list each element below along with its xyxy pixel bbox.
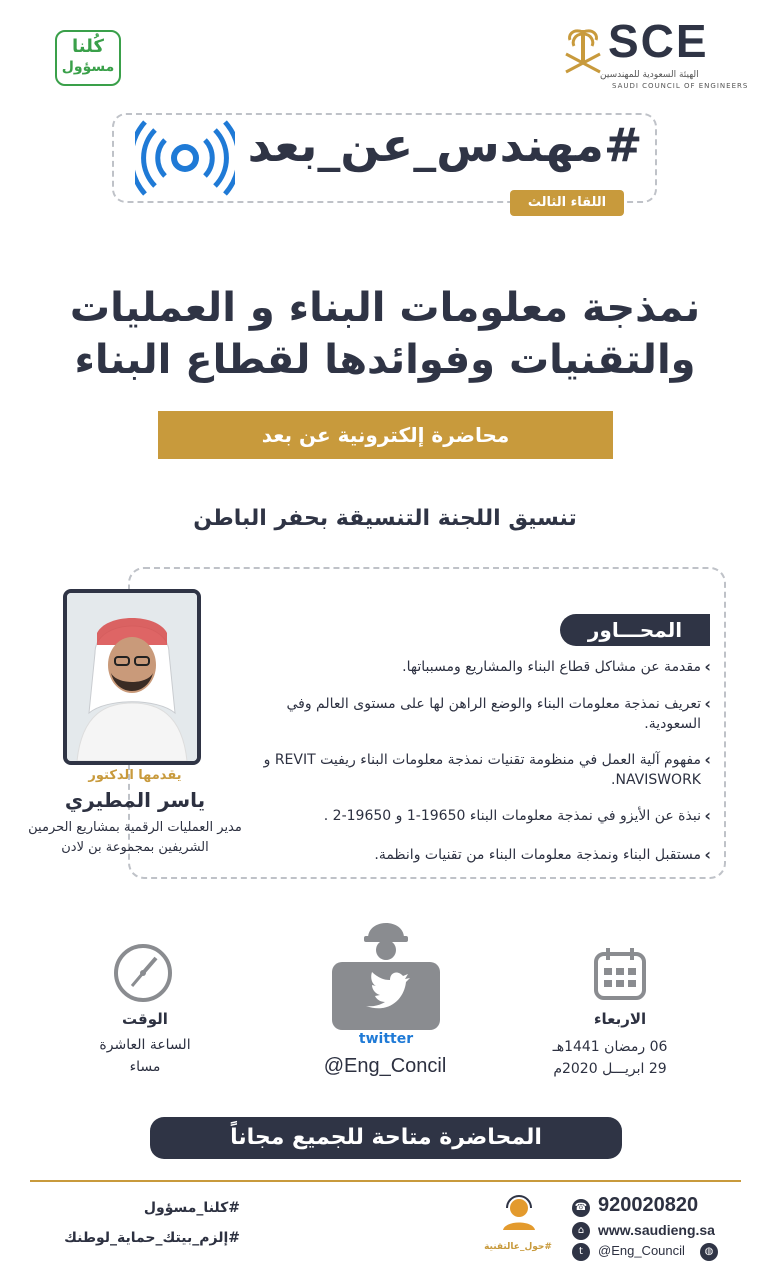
coordination-text: تنسيق اللجنة التنسيقة بحفر الباطن: [193, 506, 577, 531]
kulna-masool-logo: [55, 30, 121, 86]
sce-subtitle-ar: الهيئة السعودية للمهندسين: [600, 70, 699, 80]
broadcast-icon: [135, 120, 235, 196]
time-value: الساعة العاشرة: [99, 1037, 191, 1053]
presenter-photo: [63, 589, 201, 765]
twitter-handle[interactable]: @Eng_Concil: [323, 1055, 447, 1077]
topics-heading: المحـــاور: [560, 614, 710, 646]
support-agent-icon: [497, 1194, 541, 1230]
time-label: الوقت: [122, 1010, 168, 1028]
topic-item: تعريف نمذجة معلومات البناء والوضع الراهن لها على مستوى العالم وفي السعودية.: [286, 696, 701, 732]
footer-twitter-handle[interactable]: @Eng_Council: [598, 1243, 685, 1258]
footer-hashtag-1[interactable]: #كلنا_مسؤول: [143, 1200, 240, 1216]
footer-website[interactable]: www.saudieng.sa: [598, 1222, 715, 1238]
chevron-left-icon: ‹: [704, 845, 711, 864]
topic-item: مستقبل البناء ونمذجة معلومات البناء من تقنيات وانظمة.: [374, 847, 701, 863]
chevron-left-icon: ‹: [704, 750, 711, 769]
snapchat-icon: ◍: [700, 1243, 718, 1261]
date-hijri: 06 رمضان 1441هـ: [552, 1039, 668, 1055]
home-icon: ⌂: [572, 1222, 590, 1240]
presenter-role: مدير العمليات الرقمية بمشاريع الحرمين الشريفين بمجموعة بن لادن: [28, 820, 242, 855]
sce-logo-text: SCE: [608, 15, 709, 67]
tech-tag: #حول_عالتقنية: [484, 1242, 552, 1252]
presenter-name: ياسر المطيري: [64, 788, 206, 812]
kulna-logo-line1: كُلنا: [72, 36, 104, 57]
presenter-avatar-icon: [67, 593, 197, 761]
chevron-left-icon: ‹: [704, 657, 711, 676]
chevron-left-icon: ‹: [704, 806, 711, 825]
topic-item: مفهوم آلية العمل في منظومة تقنيات نمذجة معلومات البناء ريفيت REVIT و NAVISWORK.: [263, 752, 701, 788]
topic-item: مقدمة عن مشاكل قطاع البناء والمشاريع ومسبباتها.: [402, 659, 701, 675]
time-period: مساء: [129, 1059, 161, 1075]
twitter-bird-icon: t: [572, 1243, 590, 1261]
footer-divider: [30, 1180, 741, 1182]
presented-by-label: يقدمها الدكتور: [88, 768, 182, 783]
chevron-left-icon: ‹: [704, 694, 711, 713]
twitter-label: twitter: [358, 1031, 414, 1047]
free-notice-bar: المحاضرة متاحة للجميع مجاناً: [150, 1117, 622, 1159]
topic-item: نبذة عن الأيزو في نمذجة معلومات البناء 19650-1 و 19650-2 .: [323, 808, 701, 824]
footer-hashtag-2[interactable]: #إلزم_بيتك_حماية_لوطنك: [64, 1230, 240, 1246]
engineer-laptop-twitter-icon: [330, 910, 442, 1035]
day-label: الاربعاء: [593, 1010, 647, 1028]
date-gregorian: 29 ابريـــل 2020م: [553, 1061, 667, 1077]
sce-subtitle-en: SAUDI COUNCIL OF ENGINEERS: [612, 82, 749, 90]
title-line-1: نمذجة معلومات البناء و العمليات: [69, 285, 701, 331]
footer-phone[interactable]: 920020820: [598, 1194, 699, 1216]
title-line-2: والتقنيات وفوائدها لقطاع البناء: [74, 337, 696, 383]
clock-icon: [112, 942, 174, 1004]
hashtag-title: #مهندس_عن_بعد: [247, 118, 643, 172]
phone-icon: ☎: [572, 1199, 590, 1217]
meeting-badge: اللقاء الثالث: [510, 190, 624, 216]
calendar-icon: [592, 946, 648, 1002]
kulna-logo-line2: مسؤول: [61, 59, 115, 75]
lecture-type-bar: محاضرة إلكترونية عن بعد: [158, 411, 613, 459]
